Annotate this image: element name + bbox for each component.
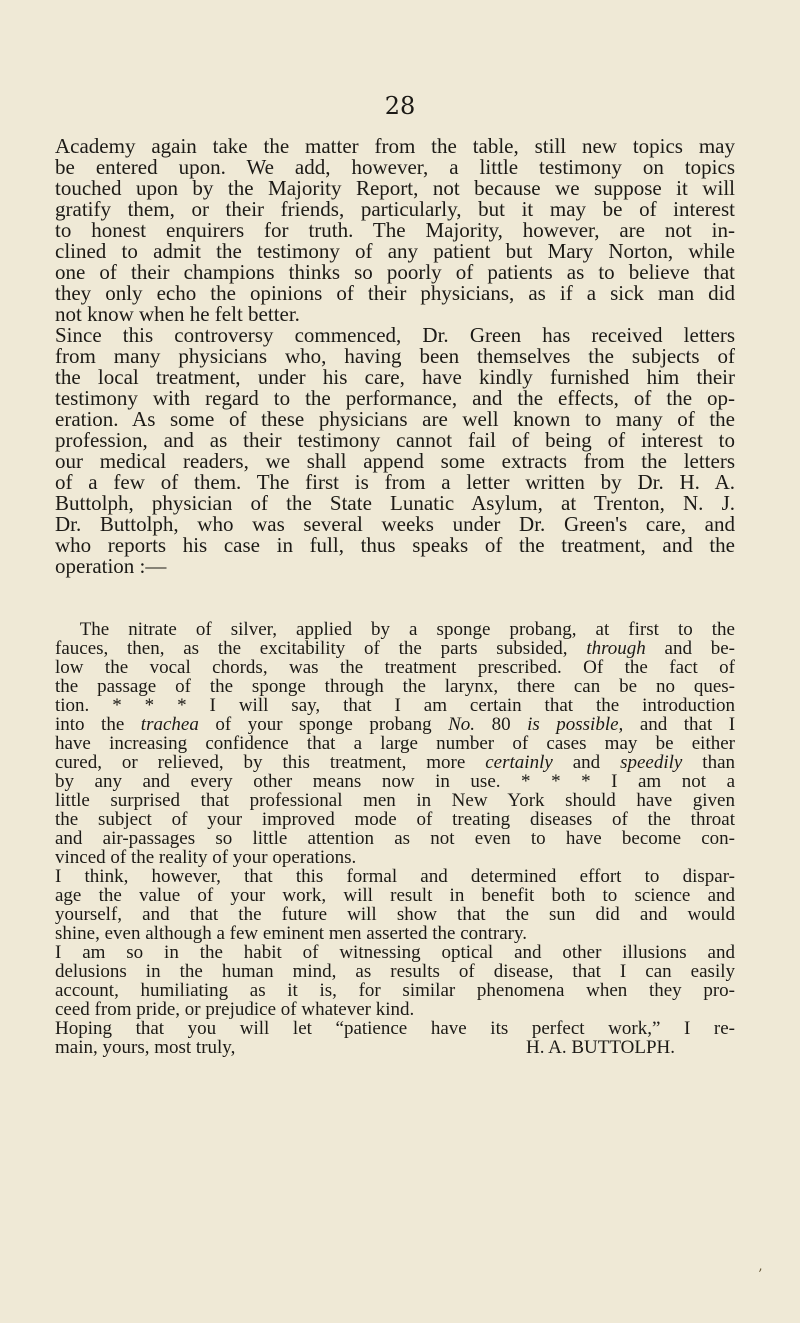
text-line: The nitrate of silver, applied by a sponge probang, at first to the (79, 619, 735, 640)
italic-word: through (586, 638, 646, 659)
text-line: tion. * * * I will say, that I am certain that the introduction (55, 695, 735, 716)
text-line: by any and every other means now in use. * * * I am not a (55, 771, 735, 792)
text-line (55, 713, 736, 735)
text-line: age the value of your work, will result in benefit both to science and (55, 885, 735, 906)
text-line: eration. As some of these physicians are well known to many of the (55, 407, 735, 431)
text-line: have increasing confidence that a large number of cases may be either (55, 733, 735, 754)
text-line: the local treatment, under his care, have kindly furnished him their (55, 365, 735, 389)
italic-word: certainly (485, 752, 553, 773)
text-line: ceed from pride, or prejudice of whatever kind. (55, 999, 415, 1020)
text-line: account, humiliating as it is, for similar phenomena when they pro- (55, 980, 735, 1001)
text-line: our medical readers, we shall append some extracts from the letters (55, 449, 735, 473)
text-line: testimony with regard to the performance, and the effects, of the op- (55, 386, 735, 410)
text-line: be entered upon. We add, however, a little testimony on topics (55, 155, 735, 179)
text-line: profession, and as their testimony cannot fail of being of interest to (55, 428, 735, 452)
text-line: they only echo the opinions of their physicians, as if a sick man did (55, 281, 735, 305)
closing-text: main, yours, most truly, (55, 1037, 236, 1058)
text-line: vinced of the reality of your operations. (55, 847, 357, 868)
page-blemish: ’ (758, 1267, 763, 1283)
page-number: 28 (384, 92, 416, 120)
text-line: one of their champions thinks so poorly of patients as to believe that (55, 260, 735, 284)
text-line: I am so in the habit of witnessing optical and other illusions and (55, 942, 735, 963)
text-segment: and (572, 752, 601, 773)
text-segment: 80 (491, 714, 511, 735)
text-segment: cured, or relieved, by this treatment, more (55, 752, 466, 773)
text-segment: of your sponge probang (215, 714, 432, 735)
text-line: Academy again take the matter from the table, still new topics may (55, 134, 735, 158)
text-line: and air-passages so little attention as not even to have become con- (55, 828, 735, 849)
text-line: gratify them, or their friends, particularly, but it may be of interest (55, 197, 735, 221)
text-line: Since this controversy commenced, Dr. Green has received letters (55, 323, 735, 347)
text-line: the passage of the sponge through the larynx, there can be no ques- (55, 676, 735, 697)
text-line: from many physicians who, having been themselves the subjects of (55, 344, 735, 368)
text-segment: and that I (639, 714, 736, 735)
text-line: I think, however, that this formal and determined effort to dispar- (55, 866, 735, 887)
text-line: Buttolph, physician of the State Lunatic Asylum, at Trenton, N. J. (55, 491, 735, 515)
text-line: not know when he felt better. (55, 302, 300, 326)
text-segment: and be- (664, 638, 736, 659)
italic-word: trachea (140, 714, 199, 735)
text-line (55, 637, 736, 659)
text-line: clined to admit the testimony of any patient but Mary Norton, while (55, 239, 735, 263)
italic-word: No. (448, 714, 476, 735)
text-line: delusions in the human mind, as results of disease, that I can easily (55, 961, 735, 982)
italic-word: is possible, (527, 714, 624, 735)
text-line: little surprised that professional men in New York should have given (55, 790, 735, 811)
text-line: Hoping that you will let “patience have its perfect work,” I re- (55, 1018, 735, 1039)
text-line: Dr. Buttolph, who was several weeks under Dr. Green's care, and (55, 512, 735, 536)
text-segment: into the (55, 714, 125, 735)
text-line: low the vocal chords, was the treatment prescribed. Of the fact of (55, 657, 735, 678)
signature: H. A. BUTTOLPH. (525, 1037, 675, 1058)
text-segment: than (702, 752, 736, 773)
text-line: to honest enquirers for truth. The Majority, however, are not in- (55, 218, 735, 242)
text-line: the subject of your improved mode of treating diseases of the throat (55, 809, 735, 830)
text-line: yourself, and that the future will show that the sun did and would (55, 904, 735, 925)
text-segment: fauces, then, as the excitability of the parts subsided, (55, 638, 568, 659)
text-line: of a few of them. The first is from a letter written by Dr. H. A. (55, 470, 735, 494)
body-text (55, 134, 735, 578)
italic-word: speedily (620, 752, 683, 773)
text-line: operation :— (55, 554, 167, 578)
text-line (55, 751, 736, 773)
text-line: who reports his case in full, thus speaks of the treatment, and the (55, 533, 735, 557)
text-line: touched upon by the Majority Report, not because we suppose it will (55, 176, 735, 200)
text-line: shine, even although a few eminent men asserted the contrary. (55, 923, 528, 944)
letter-extract (55, 618, 736, 1058)
